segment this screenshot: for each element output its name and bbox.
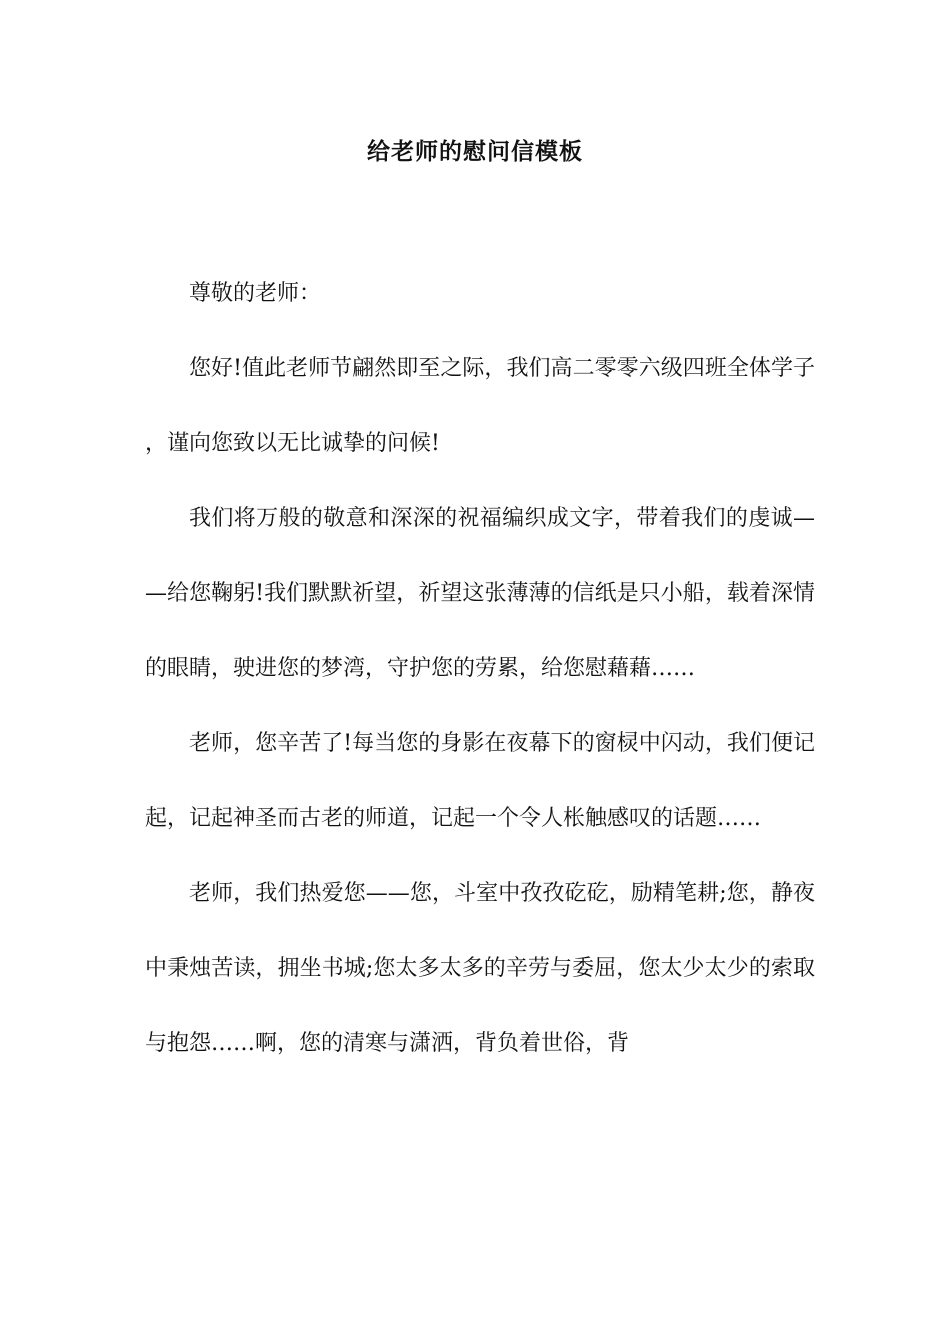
salutation: 尊敬的老师： xyxy=(189,281,322,306)
paragraph-greeting: 您好!值此老师节翩然即至之际，我们高二零零六级四班全体学子，谨向您致以无比诚挚的问候! xyxy=(145,356,815,456)
paragraph-blessing: 我们将万般的敬意和深深的祝福编织成文字，带着我们的虔诚——给您鞠躬!我们默默祈望，祈望这张薄薄的信纸是只小船，载着深情的眼睛，驶进您的梦湾，守护您的劳累，给您慰藉藉…… xyxy=(145,506,815,681)
paragraph-love: 老师，我们热爱您——您，斗室中孜孜矻矻，励精笔耕;您，静夜中秉烛苦读，拥坐书城;您太多太多的辛劳与委屈，您太少太少的索取与抱怨……啊，您的清寒与潇洒，背负着世俗，背 xyxy=(145,881,815,1056)
paragraph-gratitude: 老师，您辛苦了!每当您的身影在夜幕下的窗棂中闪动，我们便记起，记起神圣而古老的师道，记起一个令人枨触感叹的话题…… xyxy=(145,731,815,831)
document-title: 给老师的慰问信模板 xyxy=(367,138,583,165)
letter-body xyxy=(145,256,815,1081)
